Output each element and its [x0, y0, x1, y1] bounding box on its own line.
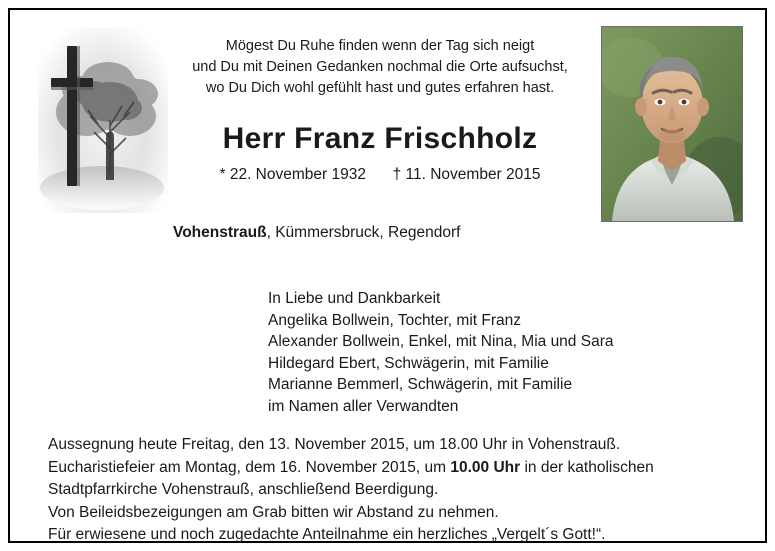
- place-primary: Vohenstrauß: [173, 224, 267, 241]
- family-line-5: Marianne Bemmerl, Schwägerin, mit Familie: [268, 376, 573, 393]
- place-secondary: , Kümmersbruck, Regendorf: [266, 224, 461, 241]
- service-details: [48, 434, 748, 547]
- footer-line-2-part-b: in der katholischen: [520, 458, 654, 476]
- footer-line-3: Stadtpfarrkirche Vohenstrauß, anschließend Beerdigung.: [48, 481, 439, 498]
- cross-tree-image: [38, 28, 168, 213]
- family-line-4: Hildegard Ebert, Schwägerin, mit Familie: [268, 354, 549, 372]
- portrait-photo: [601, 26, 743, 222]
- verse-text: [170, 36, 590, 99]
- cross-tree-icon: [38, 28, 168, 213]
- footer-line-5: Für erwiesene und noch zugedachte Anteilnahme ein herzliches „Vergelt´s Gott!“.: [48, 526, 606, 543]
- portrait-illustration: [602, 27, 742, 221]
- footer-line-2-part-a: Eucharistiefeier am Montag, dem 16. November 2015, um: [48, 458, 451, 476]
- footer-line-4: Von Beileidsbezeigungen am Grab bitten wir Abstand zu nehmen.: [48, 503, 499, 521]
- family-line-6: im Namen aller Verwandten: [268, 397, 459, 415]
- verse-line-3: wo Du Dich wohl gefühlt hast und gutes erfahren hast.: [205, 80, 555, 96]
- verse-line-2: und Du mit Deinen Gedanken nochmal die Orte aufsuchst,: [192, 59, 568, 75]
- life-dates: [170, 166, 590, 184]
- obituary-notice-card: [8, 8, 767, 543]
- places-line: [173, 224, 460, 242]
- deceased-name: Herr Franz Frischholz: [222, 122, 538, 155]
- family-block: [268, 288, 613, 417]
- death-date: † 11. November 2015: [392, 166, 541, 183]
- family-line-3: Alexander Bollwein, Enkel, mit Nina, Mia und Sara: [268, 333, 614, 350]
- verse-line-1: Mögest Du Ruhe finden wenn der Tag sich neigt: [225, 38, 535, 54]
- footer-line-1: Aussegnung heute Freitag, den 13. November 2015, um 18.00 Uhr in Vohenstrauß.: [48, 436, 621, 453]
- footer-line-2: [48, 457, 748, 480]
- footer-line-2-time: 10.00 Uhr: [450, 458, 521, 476]
- birth-date: * 22. November 1932: [219, 166, 366, 183]
- family-line-2: Angelika Bollwein, Tochter, mit Franz: [268, 311, 521, 329]
- family-line-1: In Liebe und Dankbarkeit: [268, 290, 441, 307]
